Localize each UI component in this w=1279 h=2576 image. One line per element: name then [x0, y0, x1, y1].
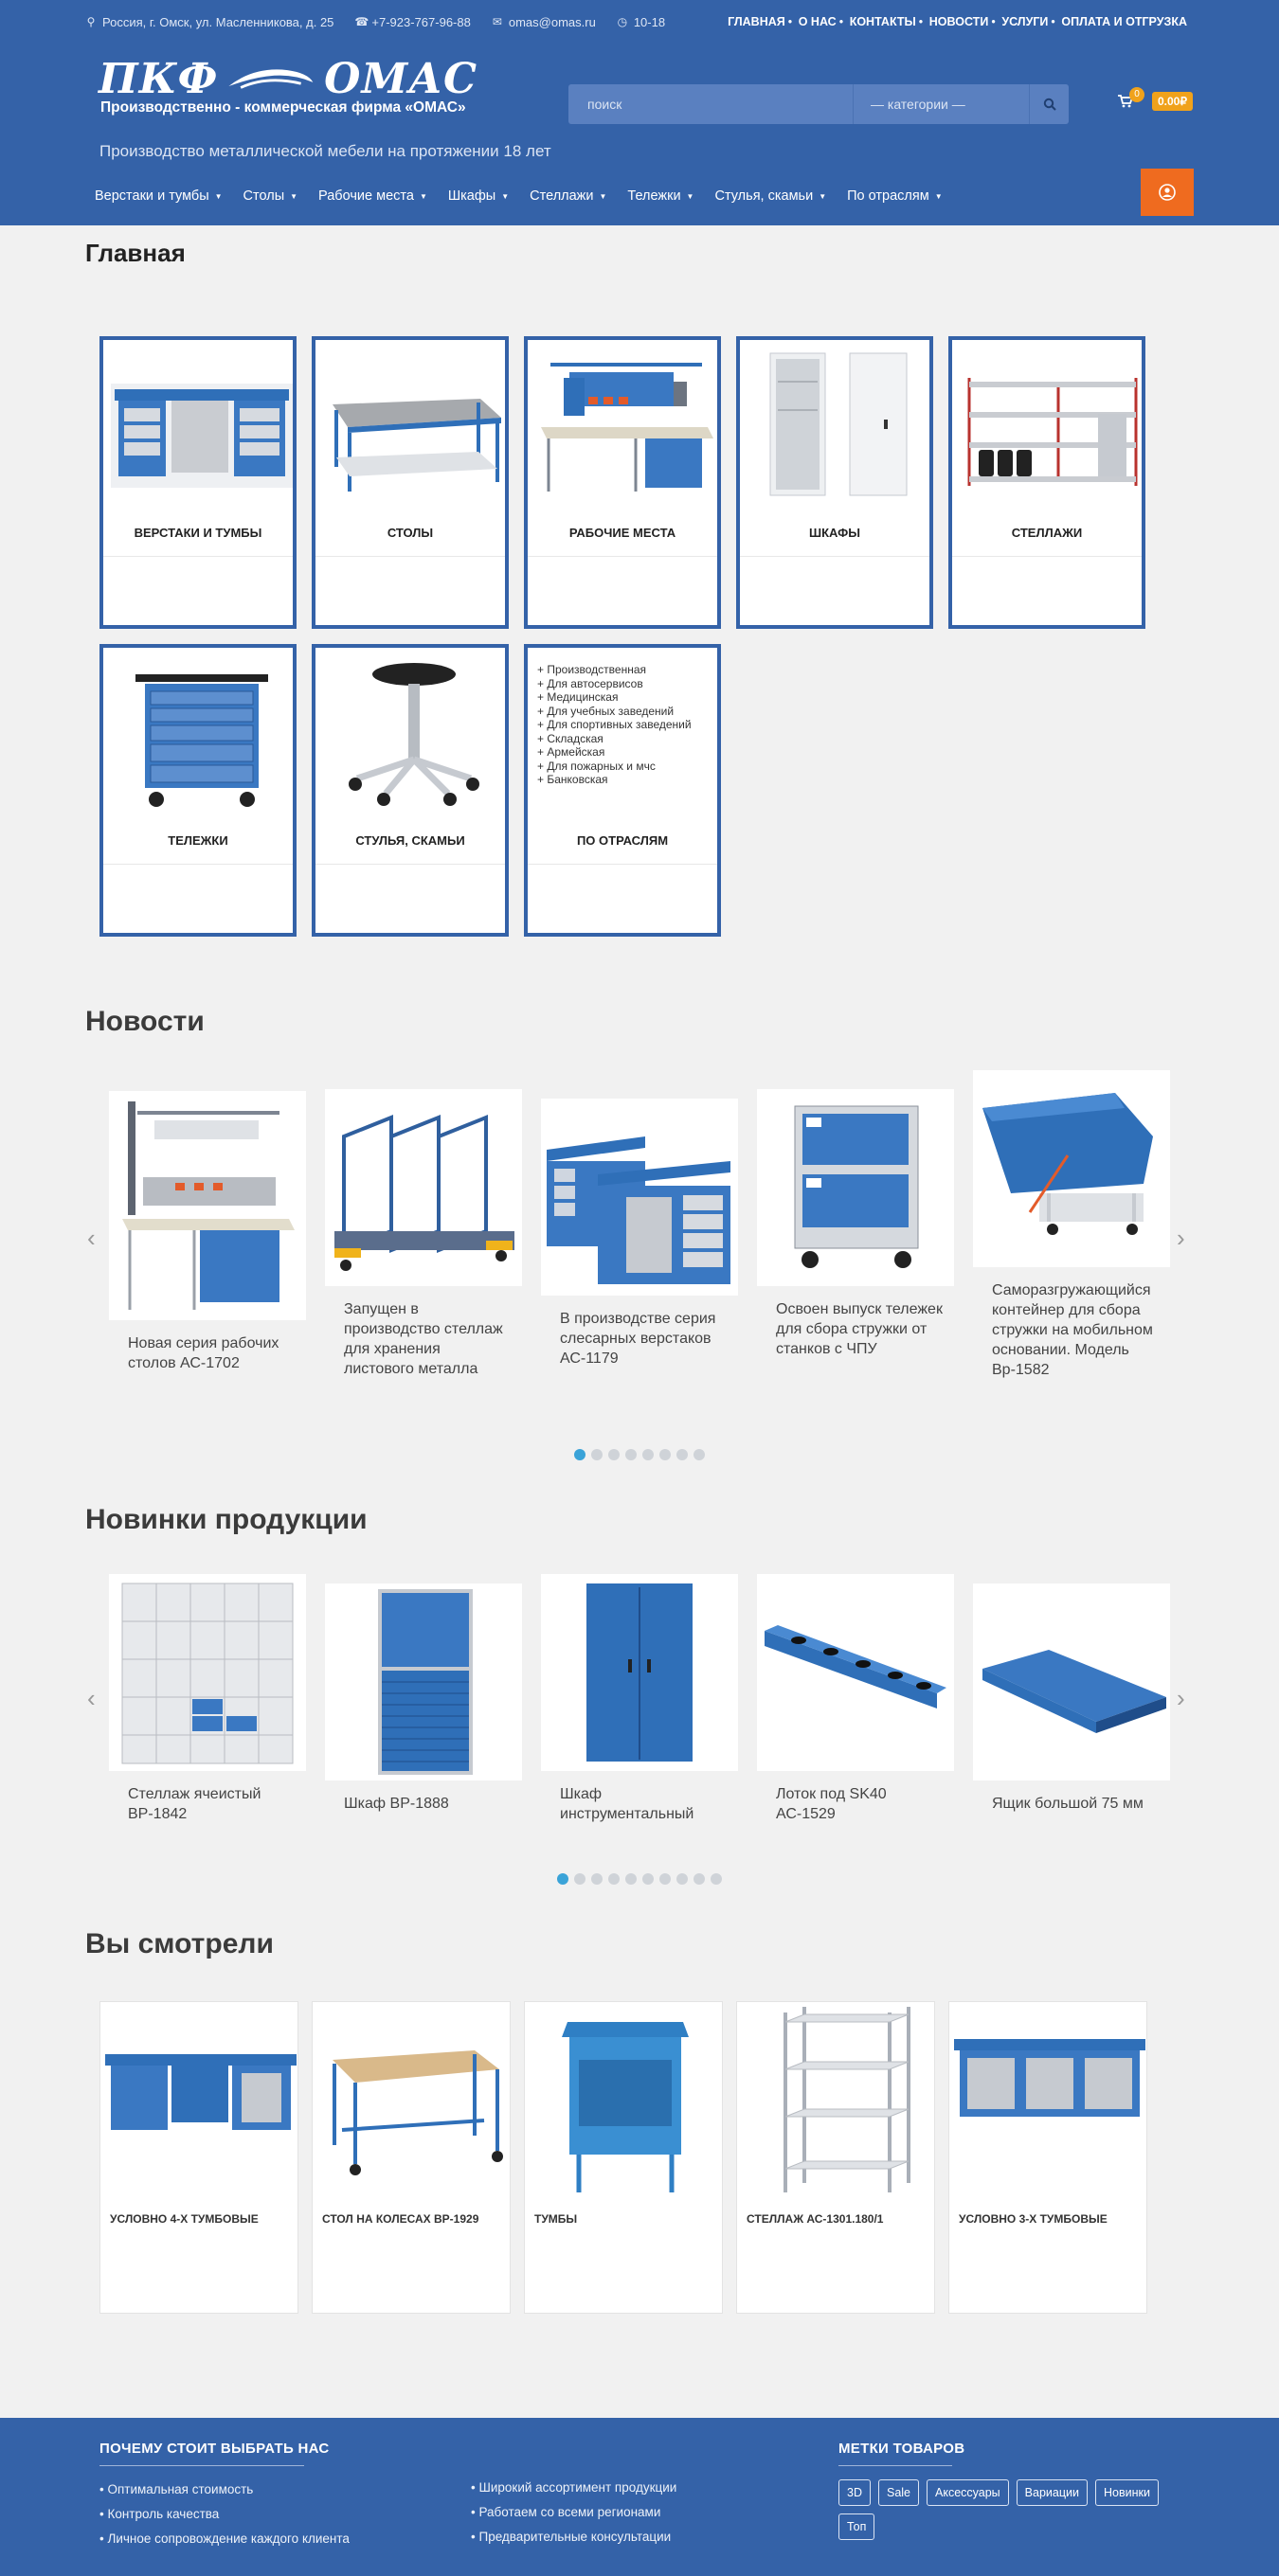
carousel-dot[interactable]: [574, 1873, 585, 1885]
card-divider: [528, 864, 717, 865]
viewed-card[interactable]: [948, 2001, 1147, 2314]
card-divider: [740, 556, 929, 557]
map-marker-icon: ⚲: [86, 15, 96, 28]
nav-shelving[interactable]: [530, 188, 627, 204]
workstation-image: [531, 344, 721, 514]
product-image: [109, 1574, 306, 1771]
clock-icon: ◷: [617, 15, 628, 28]
caret-down-icon: ▼: [419, 191, 427, 201]
nav-label: Шкафы: [447, 188, 496, 204]
phone-text: +7-923-767-96-88: [371, 14, 471, 29]
carousel-dot[interactable]: [574, 1449, 585, 1460]
category-card-chairs[interactable]: [312, 644, 509, 937]
industry-list: [537, 663, 692, 787]
carousel-dot[interactable]: [642, 1873, 654, 1885]
viewed-card[interactable]: [736, 2001, 935, 2314]
category-card-industries[interactable]: [524, 644, 721, 937]
industry-item[interactable]: + Для пожарных и мчс: [537, 759, 656, 773]
carousel-dot[interactable]: [625, 1449, 637, 1460]
industry-item[interactable]: + Для спортивных заведений: [537, 718, 692, 731]
nav-label: Стеллажи: [530, 188, 594, 204]
caret-down-icon: ▼: [214, 191, 223, 201]
nav-label: Стулья, скамьи: [714, 188, 814, 204]
top-nav: [721, 15, 1194, 28]
category-card-workbenches[interactable]: [99, 336, 297, 629]
carousel-dot[interactable]: [659, 1873, 671, 1885]
page-title: Главная: [85, 239, 186, 267]
logo-text-left: ПКФ: [99, 55, 219, 103]
product-image: [325, 1583, 522, 1780]
carousel-dot[interactable]: [676, 1449, 688, 1460]
industry-item[interactable]: + Банковская: [537, 773, 608, 786]
industry-item[interactable]: + Складская: [537, 731, 603, 745]
address-text: Россия, г. Омск, ул. Масленникова, д. 25: [102, 14, 334, 29]
tags-heading: МЕТКИ ТОВАРОВ: [838, 2441, 965, 2457]
table-image: [319, 344, 509, 514]
phone-item[interactable]: [354, 15, 470, 29]
why-us-item: • Личное сопровождение каждого клиента: [99, 2527, 350, 2551]
viewed-label: ТУМБЫ: [534, 2212, 578, 2226]
news-caption: В производстве серия слесарных верстаков АС-1179: [560, 1311, 716, 1367]
why-us-list-2: [471, 2476, 676, 2549]
topnav-news[interactable]: • НОВОСТИ: [923, 15, 996, 28]
category-label: ТЕЛЕЖКИ: [168, 833, 228, 848]
tag-link[interactable]: Аксессуары: [927, 2479, 1009, 2506]
nav-label: Верстаки и тумбы: [95, 188, 209, 204]
products-pagination: [557, 1873, 722, 1885]
card-divider: [103, 556, 293, 557]
nav-workstations[interactable]: [318, 188, 448, 204]
category-card-shelving[interactable]: [948, 336, 1145, 629]
main-nav: [95, 188, 964, 204]
category-card-tables[interactable]: [312, 336, 509, 629]
tag-link[interactable]: Топ: [838, 2513, 874, 2540]
product-image: [973, 1583, 1170, 1780]
category-label: СТЕЛЛАЖИ: [1011, 526, 1083, 540]
news-image: [541, 1099, 738, 1296]
contact-info: [85, 15, 665, 29]
industry-item[interactable]: + Производственная: [537, 663, 647, 676]
topnav-contacts[interactable]: • КОНТАКТЫ: [843, 15, 923, 28]
nav-label: Столы: [243, 188, 285, 204]
category-label: ПО ОТРАСЛЯМ: [576, 833, 669, 848]
news-caption: Новая серия рабочих столов АС-1702: [128, 1335, 279, 1371]
why-us-item: • Предварительные консультации: [471, 2525, 676, 2549]
news-image: [109, 1091, 306, 1320]
news-image: [973, 1070, 1170, 1267]
stool-image: [319, 652, 509, 822]
carousel-dot[interactable]: [608, 1449, 620, 1460]
site-header: [0, 0, 1279, 225]
tool-cart-image: [107, 652, 297, 822]
carousel-dot[interactable]: [711, 1873, 722, 1885]
tag-link[interactable]: 3D: [838, 2479, 871, 2506]
news-image: [757, 1089, 954, 1286]
viewed-image: [526, 2003, 725, 2202]
envelope-icon: ✉: [492, 15, 502, 28]
news-caption: Освоен выпуск тележек для сбора стружки от станков с ЧПУ: [776, 1301, 943, 1357]
viewed-heading: Вы смотрели: [85, 1928, 274, 1959]
search-button[interactable]: [1029, 84, 1069, 124]
carousel-dot[interactable]: [642, 1449, 654, 1460]
heading-underline: [99, 2465, 304, 2466]
address-item: [85, 15, 333, 29]
hours-item: [617, 15, 665, 29]
caret-down-icon: ▼: [686, 191, 694, 201]
workbench-image: [107, 344, 297, 514]
tag-link[interactable]: Sale: [878, 2479, 919, 2506]
industry-item[interactable]: + Для автосервисов: [537, 676, 643, 690]
cabinet-image: [744, 344, 933, 514]
logo-subtitle: Производственно - коммерческая фирма «ОМАС»: [100, 99, 466, 116]
card-divider: [315, 556, 505, 557]
viewed-label: УСЛОВНО 4-Х ТУМБОВЫЕ: [110, 2212, 259, 2226]
nav-label: Рабочие места: [318, 188, 414, 204]
carousel-dot[interactable]: [557, 1873, 568, 1885]
nav-chairs[interactable]: [714, 188, 847, 204]
carousel-dot[interactable]: [676, 1873, 688, 1885]
carousel-dot[interactable]: [694, 1449, 705, 1460]
logo-swoosh-icon: [227, 61, 315, 98]
product-caption: Шкаф инструментальный: [560, 1786, 694, 1822]
phone-icon: ☎: [354, 15, 369, 28]
cart-count-badge: 0: [1129, 87, 1144, 102]
tag-link[interactable]: Вариации: [1017, 2479, 1088, 2506]
new-products-heading: Новинки продукции: [85, 1504, 368, 1535]
why-us-item: • Контроль качества: [99, 2502, 350, 2527]
nav-label: По отраслям: [847, 188, 929, 204]
nav-label: Тележки: [627, 188, 681, 204]
news-caption: Саморазгружающийся контейнер для сбора стружки на мобильном основании. Модель Вр-1582: [992, 1282, 1153, 1378]
why-us-item: • Оптимальная стоимость: [99, 2478, 350, 2502]
card-divider: [952, 556, 1142, 557]
news-heading: Новости: [85, 1006, 205, 1037]
user-icon: [1159, 184, 1176, 201]
caret-down-icon: ▼: [599, 191, 607, 201]
nav-tables[interactable]: [243, 188, 319, 204]
why-us-heading: ПОЧЕМУ СТОИТ ВЫБРАТЬ НАС: [99, 2441, 330, 2457]
card-divider: [528, 556, 717, 557]
viewed-image: [950, 2003, 1149, 2202]
heading-underline: [838, 2465, 952, 2466]
why-us-item: • Широкий ассортимент продукции: [471, 2476, 676, 2500]
logo-text-right: ОМАС: [324, 55, 477, 103]
cart-total: 0.00₽: [1152, 92, 1193, 111]
carousel-dot[interactable]: [591, 1449, 603, 1460]
news-prev-arrow-icon[interactable]: ‹: [87, 1224, 96, 1252]
viewed-label: УСЛОВНО 3-Х ТУМБОВЫЕ: [959, 2212, 1108, 2226]
card-divider: [315, 864, 505, 865]
news-caption: Запущен в производство стеллаж для хранения листового металла: [344, 1301, 503, 1377]
nav-cabinets[interactable]: [448, 188, 530, 204]
nav-workbenches[interactable]: [95, 188, 243, 204]
industry-item[interactable]: + Для учебных заведений: [537, 704, 675, 718]
category-card-workstations[interactable]: [524, 336, 721, 629]
industry-item[interactable]: + Армейская: [537, 745, 605, 759]
category-label: ШКАФЫ: [809, 526, 860, 540]
tagline: Производство металлической мебели на протяжении 18 лет: [99, 142, 551, 160]
category-card-cabinets[interactable]: [736, 336, 933, 629]
search-bar: [568, 84, 1069, 124]
category-label: РАБОЧИЕ МЕСТА: [568, 526, 676, 540]
caret-down-icon: ▼: [501, 191, 510, 201]
product-caption: Шкаф ВР-1888: [344, 1796, 449, 1812]
why-us-list-1: [99, 2478, 350, 2551]
viewed-label: СТЕЛЛАЖ АС-1301.180/1: [747, 2212, 884, 2226]
card-divider: [103, 864, 293, 865]
site-footer: [0, 2418, 1279, 2576]
product-tags: [838, 2479, 1180, 2540]
category-label: СТОЛЫ: [387, 526, 434, 540]
news-next-arrow-icon[interactable]: ›: [1177, 1224, 1185, 1252]
viewed-card[interactable]: [524, 2001, 723, 2314]
search-input[interactable]: поиск: [587, 97, 622, 112]
viewed-label: СТОЛ НА КОЛЕСАХ ВР-1929: [322, 2212, 479, 2226]
carousel-dot[interactable]: [625, 1873, 637, 1885]
tag-link[interactable]: Новинки: [1095, 2479, 1159, 2506]
caret-down-icon: ▼: [934, 191, 943, 201]
category-label: ВЕРСТАКИ И ТУМБЫ: [134, 526, 262, 540]
carousel-dot[interactable]: [591, 1873, 603, 1885]
topnav-home[interactable]: ГЛАВНАЯ: [728, 15, 785, 28]
industry-item[interactable]: + Медицинская: [537, 690, 619, 704]
site-logo[interactable]: [99, 55, 477, 121]
why-us-item: • Работаем со всеми регионами: [471, 2500, 676, 2525]
carousel-dot[interactable]: [694, 1873, 705, 1885]
hours-text: 10-18: [633, 14, 666, 29]
topnav-services[interactable]: • УСЛУГИ: [995, 15, 1054, 28]
category-card-carts[interactable]: [99, 644, 297, 937]
products-prev-arrow-icon[interactable]: ‹: [87, 1684, 96, 1712]
viewed-card[interactable]: [312, 2001, 511, 2314]
news-image: [325, 1089, 522, 1286]
product-image: [757, 1574, 954, 1771]
category-label: СТУЛЬЯ, СКАМЬИ: [355, 833, 465, 848]
search-icon: [1043, 98, 1056, 111]
category-select[interactable]: — категории —: [853, 84, 1029, 124]
caret-down-icon: ▼: [819, 191, 827, 201]
products-next-arrow-icon[interactable]: ›: [1177, 1684, 1185, 1712]
carousel-dot[interactable]: [659, 1449, 671, 1460]
email-text: omas@omas.ru: [508, 14, 596, 29]
nav-carts[interactable]: [627, 188, 714, 204]
viewed-card[interactable]: [99, 2001, 298, 2314]
product-caption: Стеллаж ячеистый ВР-1842: [128, 1786, 261, 1822]
product-image: [541, 1574, 738, 1771]
caret-down-icon: ▼: [290, 191, 298, 201]
nav-industries[interactable]: [847, 188, 963, 204]
topnav-payment[interactable]: • ОПЛАТА И ОТГРУЗКА: [1054, 15, 1194, 28]
shelving-image: [956, 344, 1145, 514]
viewed-image: [314, 2003, 513, 2202]
top-bar: [85, 11, 1194, 32]
viewed-image: [738, 2003, 937, 2202]
topnav-about[interactable]: • О НАС: [792, 15, 843, 28]
product-caption: Ящик большой 75 мм: [992, 1796, 1144, 1812]
product-caption: Лоток под SK40 АС-1529: [776, 1786, 887, 1822]
carousel-dot[interactable]: [608, 1873, 620, 1885]
news-pagination: [574, 1449, 705, 1460]
cart-widget[interactable]: [1118, 89, 1193, 111]
email-item[interactable]: [492, 15, 596, 29]
account-button[interactable]: [1141, 169, 1194, 216]
viewed-image: [101, 2003, 300, 2202]
